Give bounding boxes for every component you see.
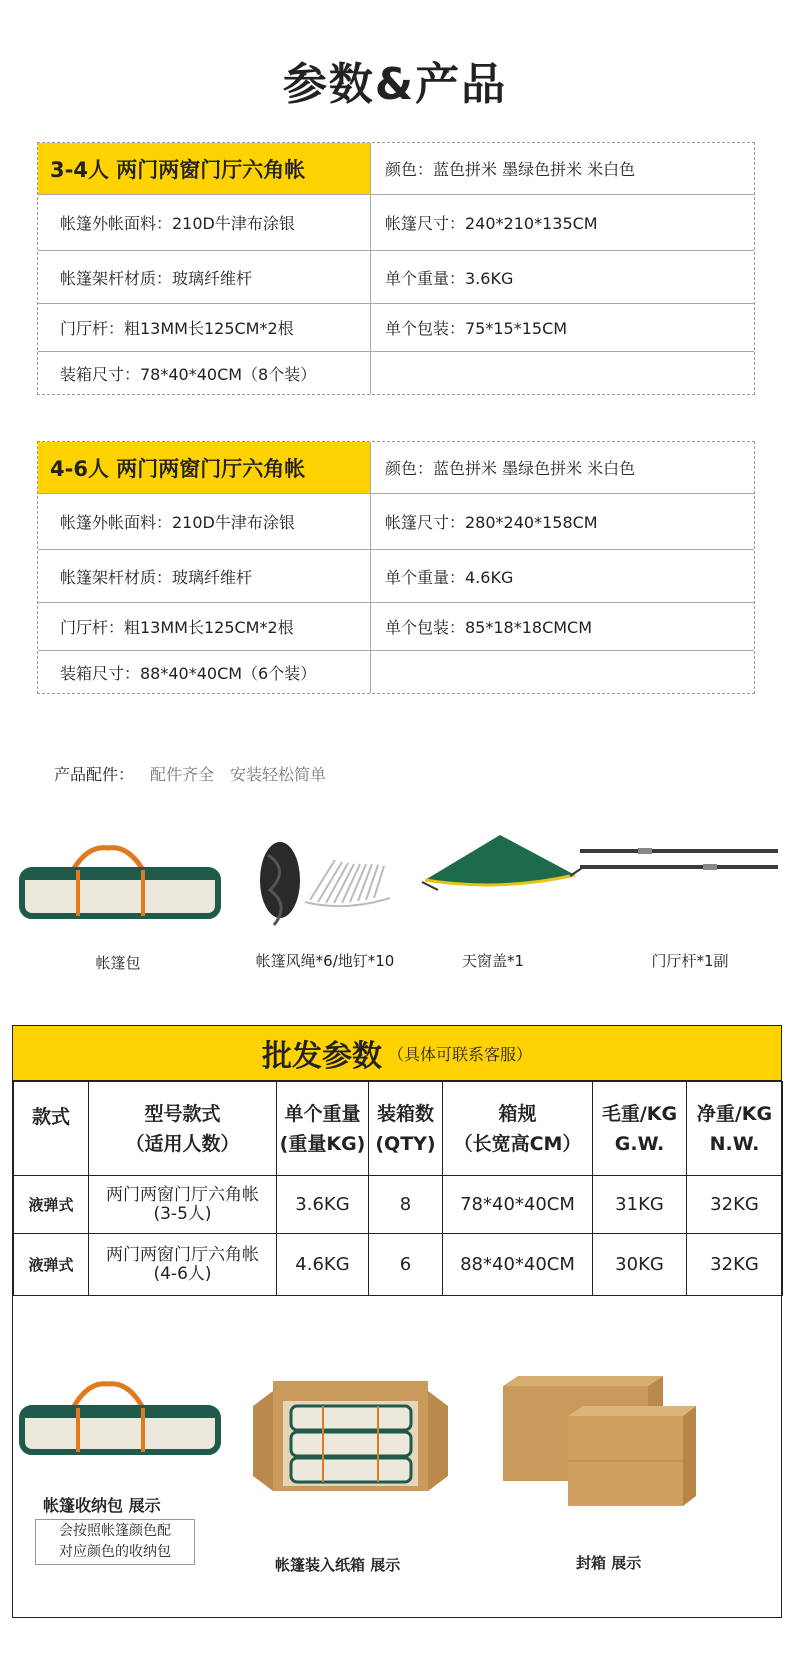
- spec-empty: [371, 651, 754, 693]
- spec-title: 4-6人 两门两窗门厅六角帐: [38, 442, 371, 493]
- spec-color: 颜色：蓝色拼米 墨绿色拼米 米白色: [385, 459, 636, 478]
- spec-title: 3-4人 两门两窗门厅六角帐: [38, 143, 371, 194]
- col-header: 净重/KG N.W.: [687, 1082, 783, 1176]
- spec-size: 帐篷尺寸：240*210*135CM: [385, 214, 598, 233]
- wholesale-table: [13, 1081, 783, 1296]
- cell-gw: 31KG: [593, 1176, 687, 1234]
- wholesale-subtitle: （具体可联系客服）: [387, 1044, 532, 1064]
- cell-nw: 32KG: [687, 1234, 783, 1296]
- spec-carton: 装箱尺寸：78*40*40CM（8个装）: [38, 352, 371, 394]
- spec-color: 颜色：蓝色拼米 墨绿色拼米 米白色: [385, 160, 636, 179]
- cell-nw: 32KG: [687, 1176, 783, 1234]
- table-row: [14, 1176, 783, 1234]
- spec-pack: 单个包装：85*18*18CMCM: [385, 618, 593, 637]
- col-header: 款式: [14, 1082, 89, 1176]
- accessory-label-bag: 帐篷包: [95, 954, 141, 972]
- col-header: 箱规 （长宽高CM）: [443, 1082, 593, 1176]
- hall-poles-image: [578, 845, 783, 875]
- spec-hall-pole: 门厅杆：粗13MM长125CM*2根: [38, 603, 371, 650]
- col-header: 毛重/KG G.W.: [593, 1082, 687, 1176]
- accessory-label-skylight: 天窗盖*1: [461, 952, 525, 970]
- col-header: 单个重量 (重量KG): [277, 1082, 369, 1176]
- tent-in-carton-image: [253, 1376, 448, 1496]
- spec-carton: 装箱尺寸：88*40*40CM（6个装）: [38, 651, 371, 693]
- spec-table-3-4: [37, 142, 755, 395]
- packaging-gallery: [13, 1296, 781, 1616]
- table-header-row: [14, 1082, 783, 1176]
- spec-weight: 单个重量：4.6KG: [385, 567, 514, 587]
- cell-type: 液弹式: [14, 1234, 89, 1296]
- cell-carton: 78*40*40CM: [443, 1176, 593, 1234]
- page-title: 参数&产品: [282, 59, 508, 110]
- rope-stakes-image: [250, 840, 415, 935]
- spec-weight: 单个重量：3.6KG: [385, 268, 514, 288]
- cell-carton: 88*40*40CM: [443, 1234, 593, 1296]
- spec-size: 帐篷尺寸：280*240*158CM: [385, 513, 598, 532]
- cell-model: 两门两窗门厅六角帐 (4-6人): [89, 1234, 277, 1296]
- spec-pole: 帐篷架杆材质：玻璃纤维杆: [38, 550, 371, 602]
- cell-qty: 8: [369, 1176, 443, 1234]
- sealed-carton-image: [498, 1371, 698, 1511]
- accessories-tag-complete: 配件齐全: [150, 765, 215, 784]
- spec-fabric: 帐篷外帐面料：210D牛津布涂银: [38, 494, 371, 549]
- tent-bag-image: [18, 840, 223, 920]
- cell-model: 两门两窗门厅六角帐 (3-5人): [89, 1176, 277, 1234]
- spec-empty: [371, 352, 754, 394]
- sealed-carton-caption: 封箱 展示: [576, 1554, 642, 1572]
- wholesale-section: [12, 1025, 782, 1618]
- col-header: 型号款式 （适用人数）: [89, 1082, 277, 1176]
- storage-bag-note: 会按照帐篷颜色配 对应颜色的收纳包: [35, 1519, 195, 1565]
- cell-qty: 6: [369, 1234, 443, 1296]
- spec-hall-pole: 门厅杆：粗13MM长125CM*2根: [38, 304, 371, 351]
- spec-pole: 帐篷架杆材质：玻璃纤维杆: [38, 251, 371, 303]
- accessory-label-poles: 门厅杆*1副: [651, 952, 729, 970]
- storage-bag-image: [18, 1376, 223, 1456]
- table-row: [14, 1234, 783, 1296]
- tent-in-carton-caption: 帐篷装入纸箱 展示: [275, 1556, 401, 1574]
- cell-weight: 3.6KG: [277, 1176, 369, 1234]
- spec-fabric: 帐篷外帐面料：210D牛津布涂银: [38, 195, 371, 250]
- accessory-label-rope: 帐篷风绳*6/地钉*10: [255, 952, 395, 970]
- cell-gw: 30KG: [593, 1234, 687, 1296]
- storage-bag-caption: 帐篷收纳包 展示: [43, 1496, 161, 1515]
- col-header: 装箱数 (QTY): [369, 1082, 443, 1176]
- spec-pack: 单个包装：75*15*15CM: [385, 319, 568, 338]
- skylight-cover-image: [420, 830, 585, 900]
- wholesale-header: [13, 1026, 781, 1081]
- accessories-title: 产品配件：: [54, 765, 135, 784]
- accessories-label: [54, 762, 326, 785]
- spec-table-4-6: [37, 441, 755, 694]
- cell-weight: 4.6KG: [277, 1234, 369, 1296]
- accessories-tag-easy: 安装轻松简单: [230, 765, 327, 784]
- cell-type: 液弹式: [14, 1176, 89, 1234]
- wholesale-title: 批发参数: [261, 1039, 382, 1074]
